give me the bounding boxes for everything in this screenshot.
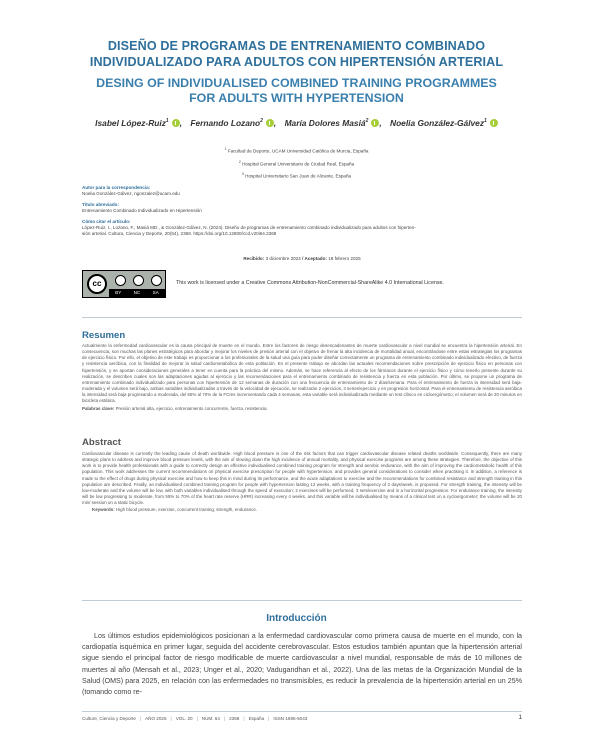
title-en-line2: FOR ADULTS WITH HYPERTENSION [189,91,404,105]
short-title-text: Entrenamiento Combinado Individualizado en Hipertensión [82,208,202,213]
correspondence-text[interactable]: Noelia González-Gálvez, ngonzalez@ucam.edu [82,191,180,196]
cc-label-sa: SA [152,290,159,295]
keywords-text: High blood pressure, exercise, concurrent training, strength, endurance. [115,507,258,513]
footer-journal: Culture, Ciencia y Deporte [82,716,136,721]
attribution-icon [115,275,126,286]
footer-issn: ISSN 1696-5043 [273,716,308,721]
keywords-text: Presión arterial alta, ejercicio, entrenamiento concurrente, fuerza, resistencia. [115,405,268,411]
page-footer: Culture, Ciencia y Deporte | AÑO 2025 | VOL. 20 | NUM. 64 | 2368 | España | ISSN 1696-5043 1 [82,714,522,721]
citation-block [82,219,522,237]
affiliation-mark: 1 [224,147,227,151]
affiliation-list [60,144,533,182]
correspondence-heading: Autor para la correspondencia: [82,185,151,190]
title-english [60,76,533,106]
article-metadata [82,185,522,242]
introduction-heading: Introducción [266,613,327,624]
keywords-label: Keywords: [92,507,116,513]
author: María Dolores Masiá$^2$ , [284,118,382,128]
correspondence-block [82,185,522,197]
citation-line1: López-Ruiz, I., Lozano, F., Masiá MD., & González-Gálvez, N. (2024). Diseño de programas de entrenamiento combinado individualizado para adultos con hiperten- [82,225,416,230]
author: Isabel López-Ruiz$^1$ , [95,118,183,128]
short-title-heading: Título abreviado: [82,202,120,207]
affiliation-mark: 3 [241,172,244,177]
author-affiliation-mark: 1 [484,118,487,125]
affiliation-text: Facultad de Deporte, UCAM Universidad Católica de Murcia, España [227,148,369,154]
sharealike-icon [151,275,162,286]
license-block [82,270,522,298]
section-divider [82,317,522,318]
orcid-icon[interactable] [371,119,379,127]
title-en-line1: DESING OF INDIVIDUALISED COMBINED TRAINING PROGRAMMES [96,76,497,90]
accepted-date: 18 febrero 2025 [328,256,361,261]
affiliation-mark: 2 [238,159,241,164]
cc-logo-icon: cc [87,274,107,294]
dates-line [82,256,522,261]
abstract-body [82,451,522,514]
title-es-line2: INDIVIDUALIZADO PARA ADULTOS CON HIPERTENSIÓN ARTERIAL [89,55,504,69]
author-affiliation-mark: 2 [365,118,369,125]
author [390,118,498,128]
citation-line2[interactable]: sión arterial. Cultura, Ciencia y Deporte, 20(64), 2368. https://doi.org/10.12800/ccd.v20i64.2368 [82,231,277,236]
cc-label-by: BY [115,290,122,295]
accepted-label: / Aceptado: [300,256,329,261]
orcid-icon[interactable] [172,119,180,127]
footer-year: AÑO 2025 [145,716,167,721]
footer-country: España [248,716,265,721]
resumen-text: Actualmente la enfermedad cardiovascular es la causa principal de muerte en el mundo. Entre los factores de riesgo desencadenantes de muerte cardiovascular a nivel mundial se encuentra la hipertensión arterial. En consecuencia, son muchas las planes estratégicos para abordar y mejorar los niveles de presión arterial con el objetivo de frenar la alta incidencia de mortalidad anual, encontrándose entre estas estrategias los programas de ejercicio físico. Por ello, el objetivo de este trabajo es proporcionar a los profesionales de la salud una guía para poder diseñar correctamente un programa de entrenamiento combinado individualizado efectivo, de fuerza y resistencia aeróbica, con la finalidad de mejorar la salud cardiometabólica de esta población. En el presente trabajo se abordan las actuales recomendaciones sobre prescripción de ejercicio físico en personas con hipertensión, y se aportan consideraciones generales a tener en cuenta para la práctica del mismo. Además, se hace referencia al efecto de los fármacos durante el ejercicio físico y cómo tenerlo presente durante su realización, se describen cuales son las adaptaciones agudas al ejercicio y las recomendaciones para el entrenamiento combinado de resistencia y fuerza en esta población. Por último, se propone un programa de entrenamiento combinado individualizado para personas con hipertensión de 12 semanas de duración con una frecuencia de entrenamiento de 2 días/semana. Para el entrenamiento de fuerza la intensidad será baja-moderada y el volumen será bajo, ambas variables individualizadas a través de la velocidad de ejecución, se realizarán 2 ejercicios, 3 series/ejercicio y en progresión horizontal. Para el entrenamiento de resistencia aeróbica la intensidad será baja progresando a moderada, del 55% al 70% de la FCres incrementando cada 4 semanas, esta variable será individualizada mediante un test clínico en cicloergómetro; el volumen será de 20 minutos en bicicleta estática. [82,343,522,404]
introduction-text: Los últimos estudios epidemiológicos posicionan a la enfermedad cardiovascular como primera causa de muerte en el mundo, con la cardiopatía isquémica en primer lugar, seguida del accidente cerebrovascular. Estos estudios también apuntan que la hipertensión arterial sigue siendo el principal factor de riesgo modificable de muerte cardiovascular a nivel mundial, responsable de más de 10 millones de muertes al año (Mensah et al., 2023; Unger et al., 2020; Vadugandhan et al., 2022). Una de las metas de la Organización Mundial de la Salud (OMS) para 2025, en relación con las enfermedades no transmisibles, es reducir la prevalencia de la hipertensión arterial en un 25% (tomando como re- [82,632,522,697]
resumen-heading: Resumen [82,330,126,341]
resumen-keywords [82,406,522,412]
author-name[interactable]: María Dolores Masiá [284,118,366,128]
abstract-text: Cardiovascular disease is currently the leading cause of death worldwide. High blood pressure is one of the risk factors that can trigger cardiovascular disease related deaths worldwide. Consequently, there are many strategic plans to address and improve blood pressure levels, with the aim of slowing down the high incidence of annual mortality, and physical exercise programs are among these strategies. Therefore, the objective of this work is to provide health professionals with a guide to correctly design an effective individualised combined training program for strength and aerobic endurance, with the aim of improving the cardiometabolic health of this population. This work addresses the current recommendations on physical exercise prescription for people with hypertension, and provides general considerations to consider when practising it. In addition, a reference is made to the effect of drugs during physical exercise and how to keep this in mind during its performance, and the acute adaptations to exercise and the recommendations for combined resistance and strength training in this population are described. Finally, an individualised combined training program for people with hypertension lasting 12 weeks, with a training frequency of 2 days/week, is proposed. For strength training, the intensity will be low-moderate and the volume will be low, with both variables individualised through the speed of execution; 2 exercises will be performed, 3 sets/exercise and in a horizontal progression. For endurance training, the intensity will be low progressing to moderate, from 55% to 70% of the heart rate reserve (HRR) increasing every 4 weeks, and this variable will be individualised by means of a clinical test on a cycloergometer; the volume will be 20 min/ session on a static bicycle. [82,451,522,506]
title-es-line1: DISEÑO DE PROGRAMAS DE ENTRENAMIENTO COMBINADO [107,39,486,53]
author-affiliation-mark: 1 [165,118,169,125]
author-name[interactable]: Isabel López-Ruiz [95,118,166,128]
noncommercial-icon [133,275,144,286]
cc-condition-icons [111,273,165,287]
author-affiliation-mark: 2 [260,118,263,125]
footer-article: 2368 [229,716,240,721]
short-title-block [82,202,522,214]
keywords-label: Palabras clave: [82,405,116,411]
footer-volume: VOL. 20 [175,716,193,721]
author-list [40,118,553,128]
affiliation-text: Hospital General Universitario de Ciudad Real, España [242,161,355,167]
orcid-icon[interactable] [490,119,498,127]
affiliation [60,157,533,170]
cc-labels [109,289,165,297]
affiliation-text: Hospital Universitario San Juan de Alicante, España [245,173,352,179]
author: Fernando Lozano$^2$ , [190,118,277,128]
abstract-heading: Abstract [82,437,121,448]
title-spanish [60,38,533,70]
author-name[interactable]: Noelia González-Gálvez [390,118,485,128]
page-number: 1 [518,714,522,721]
orcid-icon[interactable] [266,119,274,127]
license-text[interactable]: This work is licensed under a Creative Commons Attribution-NonCommercial-ShareAlike 4.0 International License. [176,280,444,286]
section-divider [82,600,522,601]
citation-heading: Cómo citar el artículo: [82,219,131,224]
abstract-keywords [92,507,522,513]
received-date: 3 diciembre 2024 [265,256,301,261]
footer-divider [82,711,522,712]
footer-number: NUM. 64 [201,716,220,721]
affiliation [60,169,533,182]
cc-license-badge[interactable] [82,270,166,298]
author-name[interactable]: Fernando Lozano [190,118,261,128]
resumen-body [82,343,522,412]
affiliation [60,144,533,157]
cc-label-nc: NC [133,290,141,295]
received-label: Recibido: [243,256,266,261]
